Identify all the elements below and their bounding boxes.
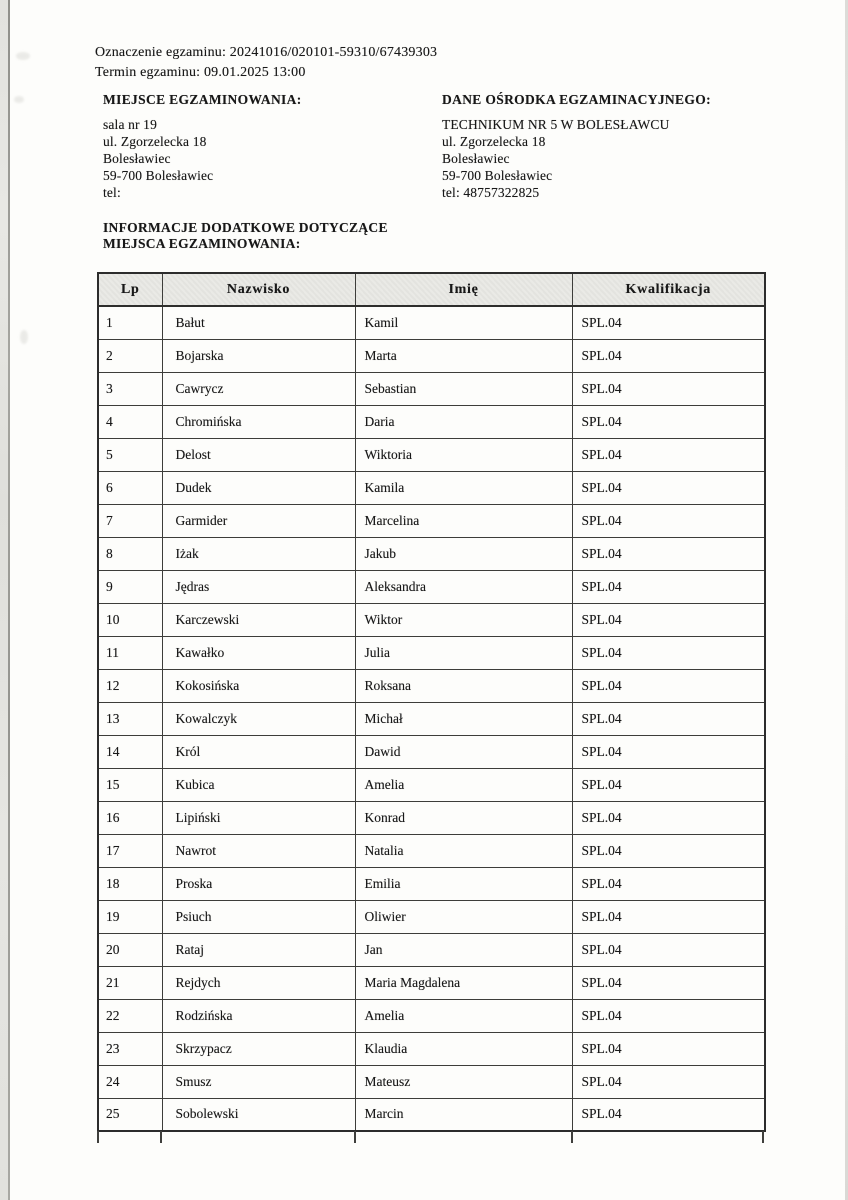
table-cell-nazwisko: Kokosińska — [162, 669, 355, 702]
table-row — [98, 438, 765, 471]
table-row — [98, 966, 765, 999]
table-row — [98, 471, 765, 504]
table-cell-nazwisko: Chromińska — [162, 405, 355, 438]
table-cell-nazwisko: Delost — [162, 438, 355, 471]
table-cell-kwalifikacja: SPL.04 — [572, 537, 765, 570]
table-cell-imie: Jakub — [355, 537, 572, 570]
table-cell-nazwisko: Skrzypacz — [162, 1032, 355, 1065]
table-cell-imie: Maria Magdalena — [355, 966, 572, 999]
table-cell-nazwisko: Proska — [162, 867, 355, 900]
exam-id-line: Oznaczenie egzaminu: 20241016/020101-59310/67439303 — [95, 45, 438, 60]
table-cell-kwalifikacja: SPL.04 — [572, 768, 765, 801]
table-cell-imie: Marcin — [355, 1098, 572, 1131]
table-cell-lp: 16 — [98, 801, 162, 834]
table-row — [98, 834, 765, 867]
table-cell-lp: 23 — [98, 1032, 162, 1065]
address-line: tel: — [103, 185, 121, 200]
table-cell-nazwisko: Rodzińska — [162, 999, 355, 1032]
table-cell-lp: 3 — [98, 372, 162, 405]
table-cell-nazwisko: Sobolewski — [162, 1098, 355, 1131]
table-row — [98, 702, 765, 735]
table-cell-nazwisko: Nawrot — [162, 834, 355, 867]
table-cell-nazwisko: Bojarska — [162, 339, 355, 372]
table-cell-imie: Konrad — [355, 801, 572, 834]
table-cell-lp: 18 — [98, 867, 162, 900]
exam-location-address-block — [103, 116, 213, 201]
table-cell-lp: 14 — [98, 735, 162, 768]
address-line: 59-700 Bolesławiec — [103, 168, 214, 183]
table-cell-lp: 2 — [98, 339, 162, 372]
table-cell-nazwisko: Lipiński — [162, 801, 355, 834]
table-cell-kwalifikacja: SPL.04 — [572, 966, 765, 999]
table-cell-kwalifikacja: SPL.04 — [572, 801, 765, 834]
table-cell-nazwisko: Garmider — [162, 504, 355, 537]
table-cell-nazwisko: Cawrycz — [162, 372, 355, 405]
table-cell-kwalifikacja: SPL.04 — [572, 405, 765, 438]
table-cell-kwalifikacja: SPL.04 — [572, 933, 765, 966]
table-cell-kwalifikacja: SPL.04 — [572, 735, 765, 768]
table-cell-kwalifikacja: SPL.04 — [572, 1098, 765, 1131]
cutoff-row-line — [160, 1131, 162, 1143]
table-row — [98, 1098, 765, 1131]
table-cell-nazwisko: Smusz — [162, 1065, 355, 1098]
column-header-nazwisko: Nazwisko — [162, 273, 355, 306]
scan-smudge — [16, 52, 30, 60]
cutoff-row-line — [762, 1131, 764, 1143]
table-cell-nazwisko: Kubica — [162, 768, 355, 801]
exam-location-section-title: MIEJSCE EGZAMINOWANIA: — [103, 92, 302, 107]
table-header-row — [98, 273, 765, 306]
table-cell-lp: 1 — [98, 306, 162, 339]
table-cell-kwalifikacja: SPL.04 — [572, 999, 765, 1032]
table-row — [98, 603, 765, 636]
table-cell-kwalifikacja: SPL.04 — [572, 867, 765, 900]
table-cell-imie: Oliwier — [355, 900, 572, 933]
table-cell-nazwisko: Rataj — [162, 933, 355, 966]
column-header-kwalifikacja: Kwalifikacja — [572, 273, 765, 306]
table-row — [98, 801, 765, 834]
exam-roster-table — [97, 272, 766, 1132]
table-cell-imie: Sebastian — [355, 372, 572, 405]
table-cell-lp: 7 — [98, 504, 162, 537]
scan-edge-left-line — [8, 0, 10, 1200]
table-cell-lp: 19 — [98, 900, 162, 933]
table-cell-imie: Jan — [355, 933, 572, 966]
table-cell-nazwisko: Kawałko — [162, 636, 355, 669]
cutoff-row-line — [354, 1131, 356, 1143]
table-cell-kwalifikacja: SPL.04 — [572, 372, 765, 405]
table-row — [98, 735, 765, 768]
table-cell-lp: 4 — [98, 405, 162, 438]
table-cell-lp: 6 — [98, 471, 162, 504]
table-cell-imie: Wiktor — [355, 603, 572, 636]
address-line: ul. Zgorzelecka 18 — [103, 134, 207, 149]
table-cell-nazwisko: Psiuch — [162, 900, 355, 933]
cutoff-row-line — [97, 1131, 99, 1143]
table-row — [98, 339, 765, 372]
table-cell-kwalifikacja: SPL.04 — [572, 834, 765, 867]
address-line: Bolesławiec — [442, 151, 510, 166]
table-cell-kwalifikacja: SPL.04 — [572, 570, 765, 603]
table-cell-lp: 9 — [98, 570, 162, 603]
table-cell-imie: Aleksandra — [355, 570, 572, 603]
table-cell-kwalifikacja: SPL.04 — [572, 636, 765, 669]
table-cell-imie: Michał — [355, 702, 572, 735]
table-cell-imie: Emilia — [355, 867, 572, 900]
address-line: TECHNIKUM NR 5 W BOLESŁAWCU — [442, 117, 670, 132]
table-cell-imie: Dawid — [355, 735, 572, 768]
table-cell-lp: 8 — [98, 537, 162, 570]
table-row — [98, 372, 765, 405]
address-line: 59-700 Bolesławiec — [442, 168, 553, 183]
table-cell-lp: 24 — [98, 1065, 162, 1098]
table-cell-imie: Wiktoria — [355, 438, 572, 471]
table-row — [98, 999, 765, 1032]
address-line: tel: 48757322825 — [442, 185, 540, 200]
column-header-imie: Imię — [355, 273, 572, 306]
table-cell-lp: 13 — [98, 702, 162, 735]
table-row — [98, 636, 765, 669]
scan-smudge — [20, 330, 28, 344]
table-cell-kwalifikacja: SPL.04 — [572, 702, 765, 735]
table-cell-kwalifikacja: SPL.04 — [572, 669, 765, 702]
table-cell-imie: Kamila — [355, 471, 572, 504]
table-cell-kwalifikacja: SPL.04 — [572, 603, 765, 636]
table-cell-nazwisko: Król — [162, 735, 355, 768]
table-cell-imie: Julia — [355, 636, 572, 669]
table-cell-imie: Mateusz — [355, 1065, 572, 1098]
exam-center-address-block — [442, 116, 669, 201]
table-cell-lp: 12 — [98, 669, 162, 702]
additional-info-section-title: INFORMACJE DODATKOWE DOTYCZĄCE MIEJSCA EGZAMINOWANIA: — [103, 220, 388, 251]
table-cell-imie: Amelia — [355, 768, 572, 801]
table-row — [98, 504, 765, 537]
table-cell-nazwisko: Rejdych — [162, 966, 355, 999]
table-cell-kwalifikacja: SPL.04 — [572, 471, 765, 504]
table-cell-nazwisko: Kowalczyk — [162, 702, 355, 735]
table-row — [98, 1032, 765, 1065]
table-cell-lp: 11 — [98, 636, 162, 669]
table-cell-lp: 22 — [98, 999, 162, 1032]
table-cell-lp: 17 — [98, 834, 162, 867]
address-line: Bolesławiec — [103, 151, 171, 166]
table-cell-kwalifikacja: SPL.04 — [572, 1065, 765, 1098]
table-row — [98, 1065, 765, 1098]
exam-date-line: Termin egzaminu: 09.01.2025 13:00 — [95, 65, 306, 80]
table-cell-nazwisko: Dudek — [162, 471, 355, 504]
table-cell-nazwisko: Iżak — [162, 537, 355, 570]
table-cell-nazwisko: Bałut — [162, 306, 355, 339]
table-cell-lp: 5 — [98, 438, 162, 471]
address-line: sala nr 19 — [103, 117, 157, 132]
table-cell-nazwisko: Jędras — [162, 570, 355, 603]
scan-edge-left-strip — [0, 0, 8, 1200]
table-cell-lp: 21 — [98, 966, 162, 999]
table-row — [98, 768, 765, 801]
table-row — [98, 867, 765, 900]
table-cell-imie: Klaudia — [355, 1032, 572, 1065]
table-body — [98, 306, 765, 1131]
table-cell-kwalifikacja: SPL.04 — [572, 504, 765, 537]
table-cell-nazwisko: Karczewski — [162, 603, 355, 636]
table-cell-imie: Natalia — [355, 834, 572, 867]
column-header-lp: Lp — [98, 273, 162, 306]
address-line: ul. Zgorzelecka 18 — [442, 134, 546, 149]
table-cell-imie: Marta — [355, 339, 572, 372]
table-cell-imie: Daria — [355, 405, 572, 438]
table-row — [98, 570, 765, 603]
table-row — [98, 306, 765, 339]
table-cell-imie: Roksana — [355, 669, 572, 702]
table-cell-imie: Amelia — [355, 999, 572, 1032]
table-cell-lp: 10 — [98, 603, 162, 636]
exam-center-section-title: DANE OŚRODKA EGZAMINACYJNEGO: — [442, 92, 711, 107]
table-cell-kwalifikacja: SPL.04 — [572, 1032, 765, 1065]
table-cell-lp: 25 — [98, 1098, 162, 1131]
table-row — [98, 900, 765, 933]
table-row — [98, 405, 765, 438]
table-row — [98, 537, 765, 570]
table-cell-imie: Kamil — [355, 306, 572, 339]
table-row — [98, 933, 765, 966]
cutoff-row-line — [571, 1131, 573, 1143]
table-cell-kwalifikacja: SPL.04 — [572, 900, 765, 933]
table-cell-kwalifikacja: SPL.04 — [572, 339, 765, 372]
table-cell-imie: Marcelina — [355, 504, 572, 537]
table-cell-lp: 15 — [98, 768, 162, 801]
table-cell-lp: 20 — [98, 933, 162, 966]
scan-smudge — [14, 96, 24, 103]
table-cell-kwalifikacja: SPL.04 — [572, 306, 765, 339]
table-cell-kwalifikacja: SPL.04 — [572, 438, 765, 471]
table-row — [98, 669, 765, 702]
